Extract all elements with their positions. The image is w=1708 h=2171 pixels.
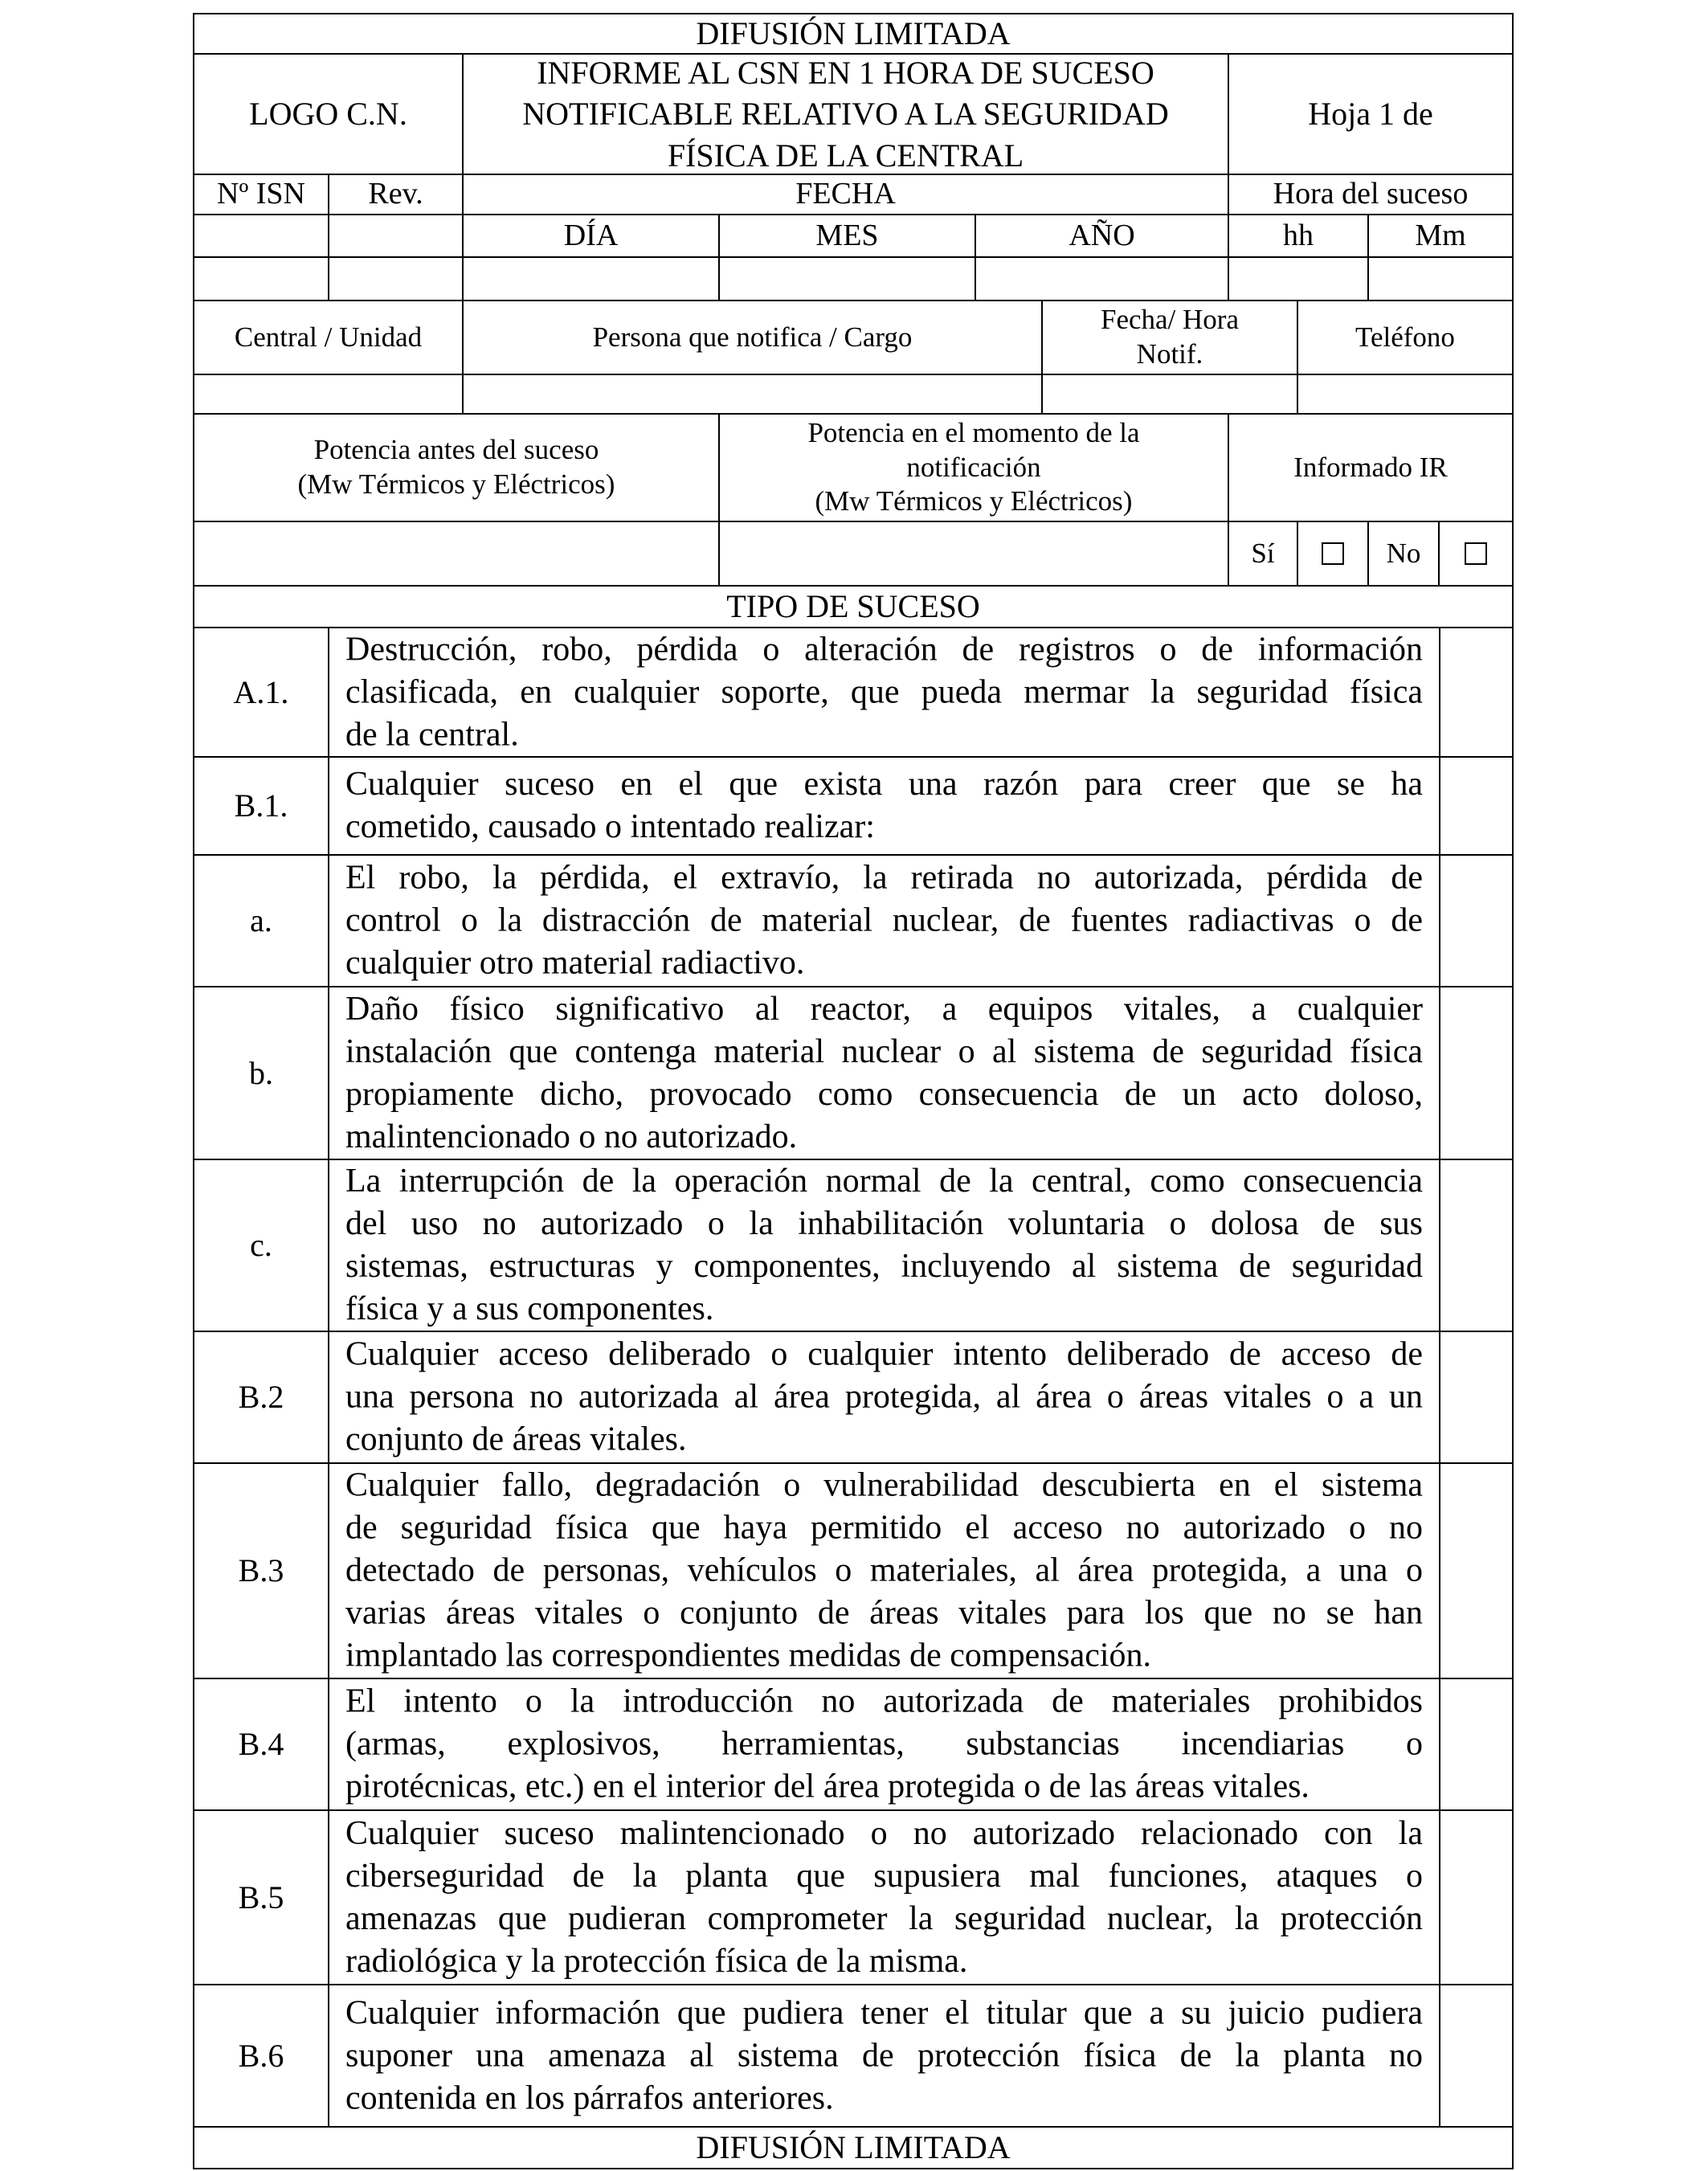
event-code-cell bbox=[193, 986, 329, 1160]
isn-label-cell bbox=[193, 174, 329, 215]
event-description bbox=[345, 763, 1423, 848]
event-description-line: (armas, explosivos, herramientas, substancias incendiarias o bbox=[345, 1725, 1423, 1763]
event-code: B.1. bbox=[234, 787, 288, 824]
event-description-line: clasificada, en cualquier soporte, que pueda mermar la seguridad física bbox=[345, 673, 1423, 710]
dia-label: DÍA bbox=[563, 218, 619, 252]
potencia-antes-line-1: Potencia antes del suceso bbox=[313, 434, 599, 466]
event-code-cell bbox=[193, 854, 329, 987]
event-code: c. bbox=[250, 1227, 272, 1264]
event-description-line: Cualquier información que pudiera tener el titular que a su juicio pudiera bbox=[345, 1994, 1423, 2031]
potencia-momento-label-cell bbox=[718, 413, 1229, 522]
isn-value-field[interactable] bbox=[193, 256, 329, 301]
isn-label: Nº ISN bbox=[217, 177, 305, 211]
event-description-line: Cualquier fallo, degradación o vulnerabilidad descubierta en el sistema bbox=[345, 1466, 1423, 1504]
informado-ir-label-cell bbox=[1228, 413, 1514, 522]
persona-field[interactable] bbox=[462, 374, 1043, 415]
event-description-line: conjunto de áreas vitales. bbox=[345, 1421, 687, 1458]
event-description-line: cualquier otro material radiactivo. bbox=[345, 944, 805, 982]
potencia-momento-line-3: (Mw Térmicos y Eléctricos) bbox=[815, 485, 1133, 517]
event-code: b. bbox=[249, 1054, 273, 1091]
fecha-label: FECHA bbox=[795, 177, 896, 211]
event-code: a. bbox=[250, 902, 272, 939]
logo-placeholder: LOGO C.N. bbox=[249, 96, 407, 133]
event-code-cell bbox=[193, 1462, 329, 1679]
event-description-cell bbox=[328, 1984, 1440, 2128]
mes-label-cell bbox=[718, 214, 976, 258]
event-description bbox=[345, 1681, 1423, 1809]
event-description-line: instalación que contenga material nuclear o al sistema de seguridad física bbox=[345, 1032, 1423, 1070]
event-description-line: Cualquier suceso en el que exista una razón para creer que se ha bbox=[345, 766, 1423, 803]
central-label-cell bbox=[193, 300, 464, 375]
classification-banner-top bbox=[193, 13, 1514, 55]
event-description bbox=[345, 1465, 1423, 1678]
event-description bbox=[345, 988, 1423, 1159]
event-description-line: Cualquier suceso malintencionado o no autorizado relacionado con la bbox=[345, 1814, 1423, 1852]
informado-ir-label: Informado IR bbox=[1293, 451, 1448, 483]
rev-value-field[interactable] bbox=[328, 256, 464, 301]
potencia-momento-line-2: notificación bbox=[906, 451, 1041, 483]
event-description-cell bbox=[328, 1678, 1440, 1811]
event-code-cell bbox=[193, 1984, 329, 2128]
event-mark-field[interactable] bbox=[1439, 1984, 1514, 2128]
rev-label-cell bbox=[328, 174, 464, 215]
event-code: B.2 bbox=[238, 1379, 284, 1416]
event-description bbox=[345, 1160, 1423, 1331]
no-checkbox-cell[interactable] bbox=[1438, 521, 1514, 587]
event-description-line: cometido, causado o intentado realizar: bbox=[345, 808, 875, 845]
event-description-line: pirotécnicas, etc.) en el interior del área protegida o de las áreas vitales. bbox=[345, 1768, 1310, 1805]
hora-label: Hora del suceso bbox=[1273, 177, 1469, 211]
event-description-line: de la central. bbox=[345, 716, 519, 753]
title-line-1: INFORME AL CSN EN 1 HORA DE SUCESO bbox=[537, 55, 1154, 92]
tipo-suceso-header bbox=[193, 585, 1514, 628]
event-description bbox=[345, 857, 1423, 985]
event-code-cell bbox=[193, 1678, 329, 1811]
mm-label-cell bbox=[1367, 214, 1514, 258]
hh-label-cell bbox=[1228, 214, 1369, 258]
event-description-cell bbox=[328, 1159, 1440, 1332]
event-description-line: El intento o la introducción no autorizada de materiales prohibidos bbox=[345, 1682, 1423, 1720]
event-description-line: suponer una amenaza al sistema de protección física de la planta no bbox=[345, 2037, 1423, 2074]
fecha-hora-field[interactable] bbox=[1041, 374, 1298, 415]
report-title bbox=[462, 53, 1229, 175]
event-description-cell bbox=[328, 986, 1440, 1160]
ano-field[interactable] bbox=[975, 256, 1229, 301]
event-code: B.6 bbox=[238, 2037, 284, 2074]
si-checkbox-cell[interactable] bbox=[1297, 521, 1369, 587]
event-code-cell bbox=[193, 1331, 329, 1464]
potencia-momento-line-1: Potencia en el momento de la bbox=[807, 416, 1140, 448]
telefono-field[interactable] bbox=[1297, 374, 1514, 415]
central-field[interactable] bbox=[193, 374, 464, 415]
potencia-antes-line-2: (Mw Térmicos y Eléctricos) bbox=[297, 468, 615, 500]
event-code-cell bbox=[193, 627, 329, 758]
event-description-line: física y a sus componentes. bbox=[345, 1290, 714, 1327]
event-description-cell bbox=[328, 1809, 1440, 1985]
page-number-cell bbox=[1228, 53, 1514, 175]
event-code: B.3 bbox=[238, 1552, 284, 1589]
telefono-label-cell bbox=[1297, 300, 1514, 375]
event-description-line: propiamente dicho, provocado como consecuencia de un acto doloso, bbox=[345, 1075, 1423, 1113]
event-mark-field[interactable] bbox=[1439, 986, 1514, 1160]
event-description-line: de seguridad física que haya permitido el acceso no autorizado o no bbox=[345, 1509, 1423, 1547]
hora-label-cell bbox=[1228, 174, 1514, 215]
event-description bbox=[345, 1813, 1423, 1983]
mes-label: MES bbox=[815, 218, 879, 252]
no-checkbox[interactable] bbox=[1465, 542, 1487, 565]
si-label: Sí bbox=[1251, 537, 1275, 569]
event-mark-field[interactable] bbox=[1439, 1678, 1514, 1811]
event-description-line: del uso no autorizado o la inhabilitación voluntaria o dolosa de sus bbox=[345, 1205, 1423, 1242]
fecha-hora-label-cell bbox=[1041, 300, 1298, 375]
potencia-antes-field[interactable] bbox=[193, 521, 720, 587]
fecha-hora-label-line-1: Fecha/ Hora bbox=[1100, 304, 1239, 336]
event-mark-field[interactable] bbox=[1439, 756, 1514, 856]
persona-label-cell bbox=[462, 300, 1043, 375]
event-mark-field[interactable] bbox=[1439, 854, 1514, 987]
event-mark-field[interactable] bbox=[1439, 1809, 1514, 1985]
mm-label: Mm bbox=[1415, 218, 1466, 252]
event-description-line: sistemas, estructuras y componentes, incluyendo al sistema de seguridad bbox=[345, 1248, 1423, 1285]
fecha-label-cell bbox=[462, 174, 1229, 215]
mm-field[interactable] bbox=[1367, 256, 1514, 301]
title-line-2: NOTIFICABLE RELATIVO A LA SEGURIDAD bbox=[522, 96, 1169, 133]
event-description-line: malintencionado o no autorizado. bbox=[345, 1118, 798, 1155]
potencia-momento-field[interactable] bbox=[718, 521, 1229, 587]
event-mark-field[interactable] bbox=[1439, 627, 1514, 758]
no-label-cell bbox=[1367, 521, 1440, 587]
event-description-line: detectado de personas, vehículos o materiales, al área protegida, a una o bbox=[345, 1552, 1423, 1589]
ano-label: AÑO bbox=[1069, 218, 1135, 252]
event-description-cell bbox=[328, 756, 1440, 856]
dia-field[interactable] bbox=[462, 256, 720, 301]
page-number-label: Hoja 1 de bbox=[1308, 96, 1433, 133]
persona-label: Persona que notifica / Cargo bbox=[592, 321, 913, 353]
event-code-cell bbox=[193, 1159, 329, 1332]
event-description-line: implantado las correspondientes medidas de compensación. bbox=[345, 1637, 1152, 1674]
title-line-3: FÍSICA DE LA CENTRAL bbox=[667, 137, 1024, 174]
event-mark-field[interactable] bbox=[1439, 1331, 1514, 1464]
hh-label: hh bbox=[1283, 218, 1314, 252]
tipo-suceso-title: TIPO DE SUCESO bbox=[726, 588, 980, 625]
rev-field[interactable] bbox=[328, 214, 464, 258]
si-label-cell bbox=[1228, 521, 1298, 587]
event-code: B.4 bbox=[238, 1726, 284, 1763]
event-description-line: contenida en los párrafos anteriores. bbox=[345, 2079, 834, 2116]
central-label: Central / Unidad bbox=[234, 321, 423, 353]
event-code-cell bbox=[193, 756, 329, 856]
ano-label-cell bbox=[975, 214, 1229, 258]
mes-field[interactable] bbox=[718, 256, 976, 301]
event-description-cell bbox=[328, 1462, 1440, 1679]
event-code: B.5 bbox=[238, 1879, 284, 1915]
event-mark-field[interactable] bbox=[1439, 1462, 1514, 1679]
event-description-cell bbox=[328, 854, 1440, 987]
event-description-line: Destrucción, robo, pérdida o alteración de registros o de información bbox=[345, 631, 1423, 668]
no-label: No bbox=[1386, 537, 1421, 569]
classification-label: DIFUSIÓN LIMITADA bbox=[696, 15, 1011, 52]
event-description-line: una persona no autorizada al área protegida, al área o áreas vitales o a un bbox=[345, 1378, 1423, 1416]
rev-label: Rev. bbox=[368, 177, 423, 211]
logo-cell bbox=[193, 53, 464, 175]
event-description bbox=[345, 1334, 1423, 1462]
event-description-line: La interrupción de la operación normal de la central, como consecuencia bbox=[345, 1163, 1423, 1200]
event-description-line: Daño físico significativo al reactor, a equipos vitales, a cualquier bbox=[345, 990, 1423, 1028]
event-description-cell bbox=[328, 1331, 1440, 1464]
event-description-line: radiológica y la protección física de la misma. bbox=[345, 1942, 968, 1980]
hh-field[interactable] bbox=[1228, 256, 1369, 301]
classification-banner-bottom bbox=[193, 2126, 1514, 2169]
event-description-line: El robo, la pérdida, el extravío, la retirada no autorizada, pérdida de bbox=[345, 859, 1423, 897]
event-mark-field[interactable] bbox=[1439, 1159, 1514, 1332]
event-description bbox=[345, 1992, 1423, 2120]
event-description-cell bbox=[328, 627, 1440, 758]
event-description bbox=[345, 628, 1423, 756]
event-description-line: amenazas que pudieran comprometer la seguridad nuclear, la protección bbox=[345, 1899, 1423, 1937]
fecha-hora-label-line-2: Notif. bbox=[1136, 338, 1203, 370]
telefono-label: Teléfono bbox=[1355, 321, 1455, 353]
footer-classification-label: DIFUSIÓN LIMITADA bbox=[696, 2129, 1011, 2166]
dia-label-cell bbox=[462, 214, 720, 258]
event-description-line: varias áreas vitales o conjunto de áreas vitales para los que no se han bbox=[345, 1594, 1423, 1632]
si-checkbox[interactable] bbox=[1322, 542, 1344, 565]
isn-field[interactable] bbox=[193, 214, 329, 258]
event-description-line: ciberseguridad de la planta que supusiera mal funciones, ataques o bbox=[345, 1857, 1423, 1895]
potencia-antes-label-cell bbox=[193, 413, 720, 522]
event-description-line: control o la distracción de material nuclear, de fuentes radiactivas o de bbox=[345, 902, 1423, 939]
event-code-cell bbox=[193, 1809, 329, 1985]
event-description-line: Cualquier acceso deliberado o cualquier intento deliberado de acceso de bbox=[345, 1335, 1423, 1373]
event-code: A.1. bbox=[233, 673, 289, 710]
